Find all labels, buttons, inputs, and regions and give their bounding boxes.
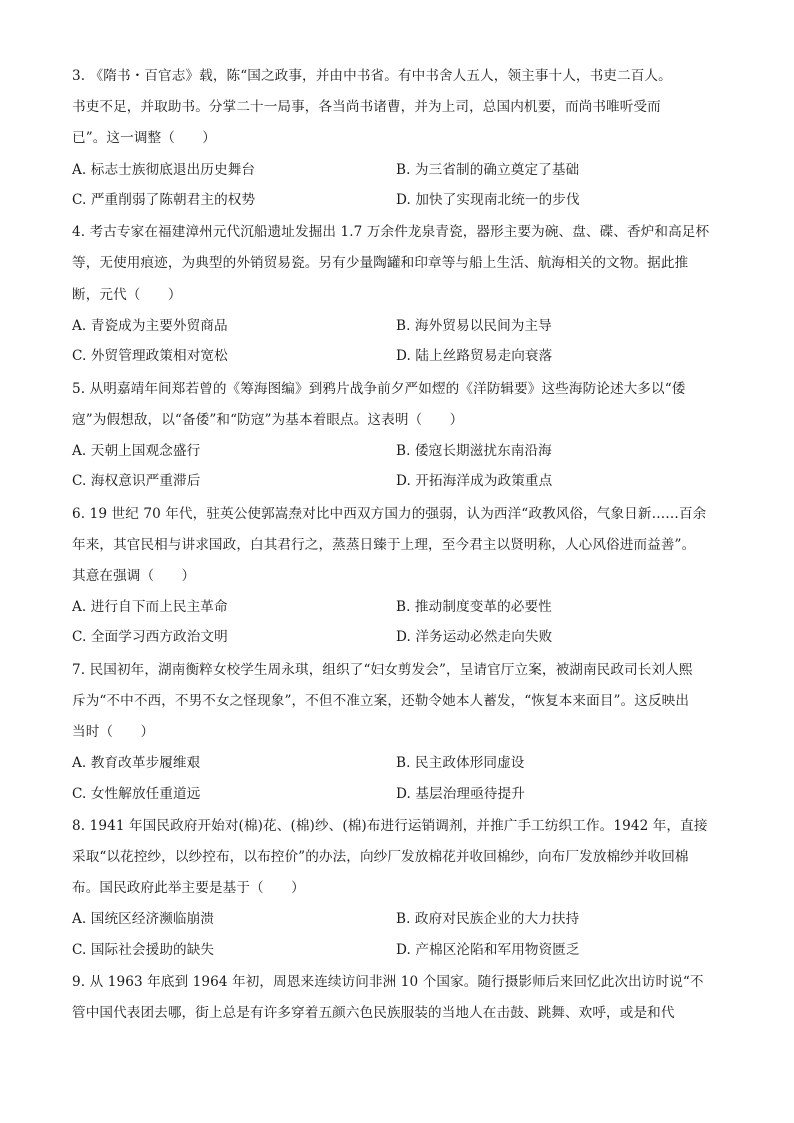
question-6-option-c[interactable]: C. 全面学习西方政治文明 [72,629,228,645]
question-3-option-a[interactable]: A. 标志士族彻底退出历史舞台 [72,162,256,178]
question-4-stem-line-3: 断，元代（ ） [72,287,182,303]
question-8-stem-line-2: 采取“以花控纱，以纱控布，以布控价”的办法，向纱厂发放棉花并收回棉纱，向布厂发放棉纱并收回棉 [72,849,689,865]
question-7-stem-line-3: 当时（ ） [72,724,155,740]
question-7-option-d[interactable]: D. 基层治理亟待提升 [396,786,525,802]
question-7-option-a[interactable]: A. 教育改革步履维艰 [72,755,201,771]
question-8-stem-line-3: 布。国民政府此举主要是基于（ ） [72,880,305,896]
question-8-stem-line-1: 8. 1941 年国民政府开始对(棉)花、(棉)纱、(棉)布进行运销调剂，并推广手工纺织工作。1942 年，直接 [72,818,708,834]
question-4-stem-line-2: 等，无使用痕迹，为典型的外销贸易瓷。另有少量陶罐和印章等与船上生活、航海相关的文物。据此推 [72,255,689,271]
question-4-option-d[interactable]: D. 陆上丝路贸易走向衰落 [396,348,553,364]
question-8-option-d[interactable]: D. 产棉区沦陷和军用物资匮乏 [396,942,580,958]
question-3-stem-line-3: 已”。这一调整（ ） [72,130,216,146]
question-8-option-c[interactable]: C. 国际社会援助的缺失 [72,942,215,958]
question-7-stem-line-2: 斥为“不中不西，不男不女之怪现象”，不但不准立案，还勒令她本人蓄发，“恢复本来面目”。这反映出 [72,693,690,709]
question-6-option-d[interactable]: D. 洋务运动必然走向失败 [396,629,553,645]
question-3-option-b[interactable]: B. 为三省制的确立奠定了基础 [396,162,580,178]
question-4-option-c[interactable]: C. 外贸管理政策相对宽松 [72,348,228,364]
question-3-stem-line-1: 3. 《隋书・百官志》载，陈“国之政事，并由中书省。有中书舍人五人，领主事十人，书吏二百人。 [72,68,672,84]
question-6-stem-line-3: 其意在强调（ ） [72,568,196,584]
question-5-option-d[interactable]: D. 开拓海洋成为政策重点 [396,473,553,489]
question-6-option-a[interactable]: A. 进行自下而上民主革命 [72,599,228,615]
question-5-option-a[interactable]: A. 天朝上国观念盛行 [72,443,201,459]
question-5-stem-line-2: 寇”为假想敌，以“备倭”和“防寇”为基本着眼点。这表明（ ） [72,412,464,428]
question-9-stem-line-2: 管中国代表团去哪，街上总是有许多穿着五颜六色民族服装的当地人在击鼓、跳舞、欢呼，或是和代 [72,1005,675,1021]
question-4-option-a[interactable]: A. 青瓷成为主要外贸商品 [72,318,228,334]
question-5-option-b[interactable]: B. 倭寇长期滋扰东南沿海 [396,443,552,459]
question-7-stem-line-1: 7. 民国初年，湖南衡粹女校学生周永琪，组织了“妇女剪发会”，呈请官厅立案，被湖南民政司长刘人熙 [72,662,693,678]
question-3-option-c[interactable]: C. 严重削弱了陈朝君主的权势 [72,192,256,208]
question-7-option-b[interactable]: B. 民主政体形同虚设 [396,755,525,771]
question-5-option-c[interactable]: C. 海权意识严重滞后 [72,473,201,489]
question-6-stem-line-2: 年来，其官民相与讲求国政，白其君行之，蒸蒸日臻于上理，至今君主以贤明称，人心风俗进而益善”。 [72,537,696,553]
question-3-stem-line-2: 书吏不足，并取助书。分掌二十一局事，各当尚书诸曹，并为上司，总国内机要，而尚书唯听受而 [72,99,661,115]
question-9-stem-line-1: 9. 从 1963 年底到 1964 年初，周恩来连续访问非洲 10 个国家。随行摄影师后来回忆此次出访时说“不 [72,974,704,990]
question-4-option-b[interactable]: B. 海外贸易以民间为主导 [396,318,552,334]
question-8-option-b[interactable]: B. 政府对民族企业的大力扶持 [396,911,580,927]
question-7-option-c[interactable]: C. 女性解放任重道远 [72,786,201,802]
question-6-stem-line-1: 6. 19 世纪 70 年代，驻英公使郭嵩焘对比中西双方国力的强弱，认为西洋“政教风俗，气象日新……百余 [72,506,707,522]
question-5-stem-line-1: 5. 从明嘉靖年间郑若曾的《筹海图编》到鸦片战争前夕严如熤的《洋防辑要》这些海防论述大多以“倭 [72,381,686,397]
question-6-option-b[interactable]: B. 推动制度变革的必要性 [396,599,552,615]
question-8-option-a[interactable]: A. 国统区经济濒临崩溃 [72,911,215,927]
question-3-option-d[interactable]: D. 加快了实现南北统一的步伐 [396,192,580,208]
question-4-stem-line-1: 4. 考古专家在福建漳州元代沉船遗址发掘出 1.7 万余件龙泉青瓷，器形主要为碗、盘、碟、香炉和高足杯 [72,224,710,240]
